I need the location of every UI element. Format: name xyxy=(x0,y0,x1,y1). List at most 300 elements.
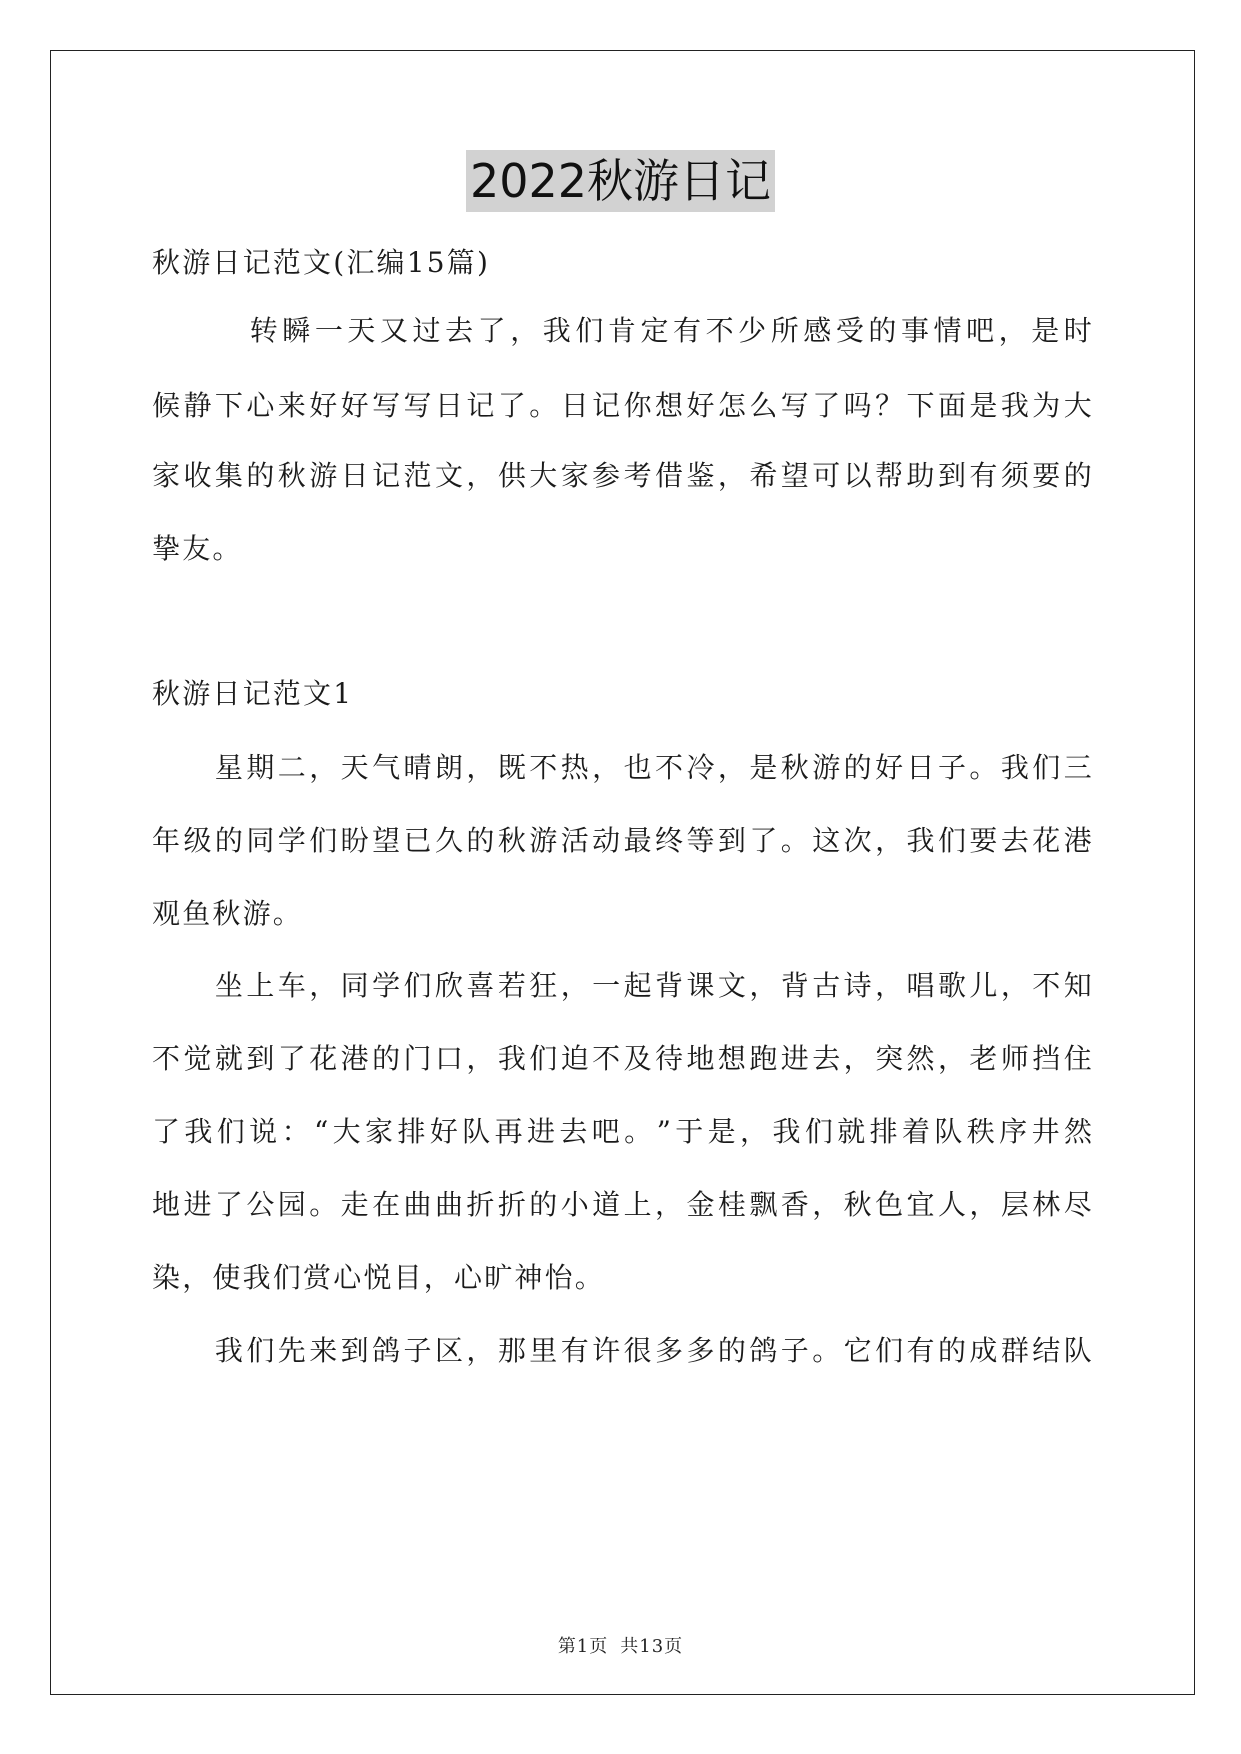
glyph: 进 xyxy=(183,1188,212,1221)
glyph: 桂 xyxy=(717,1188,746,1221)
glyph: 有 xyxy=(673,314,702,347)
glyph: 队 xyxy=(462,1115,491,1148)
glyph: 门 xyxy=(403,1042,432,1075)
glyph: 晴 xyxy=(403,751,432,784)
glyph: ， xyxy=(998,314,1027,347)
glyph: 折 xyxy=(466,1188,495,1221)
glyph: 次 xyxy=(843,824,872,857)
glyph: 。 xyxy=(812,1334,841,1367)
glyph: 港 xyxy=(340,1042,369,1075)
glyph: 我 xyxy=(906,824,935,857)
glyph: 秋 xyxy=(843,1188,872,1221)
glyph: 希 xyxy=(749,459,778,492)
glyph: 多 xyxy=(655,1334,684,1367)
glyph: 是 xyxy=(749,751,778,784)
glyph: 秋 xyxy=(780,751,809,784)
glyph: 到 xyxy=(937,459,966,492)
glyph: 来 xyxy=(277,389,306,422)
glyph: 日 xyxy=(560,389,589,422)
glyph xyxy=(183,750,211,786)
glyph: 的 xyxy=(466,824,495,857)
page-total: 共13页 xyxy=(620,1636,684,1657)
glyph: ， xyxy=(969,1188,998,1221)
glyph: 到 xyxy=(340,1334,369,1367)
glyph xyxy=(183,968,211,1004)
glyph: 集 xyxy=(214,459,243,492)
glyph: 时 xyxy=(1063,314,1092,347)
glyph: 着 xyxy=(902,1115,931,1148)
page-footer xyxy=(0,1632,1241,1658)
glyph: 星 xyxy=(214,751,243,784)
glyph: 我 xyxy=(214,1334,243,1367)
page-number: 第1页 xyxy=(557,1636,609,1657)
glyph: 到 xyxy=(246,1042,275,1075)
glyph: 静 xyxy=(183,389,212,422)
glyph: 在 xyxy=(372,1188,401,1221)
glyph: 们 xyxy=(529,1042,558,1075)
glyph: 了 xyxy=(477,314,506,347)
glyph: ， xyxy=(937,1042,966,1075)
glyph: ， xyxy=(749,969,778,1002)
glyph: 以 xyxy=(843,459,872,492)
glyph: 们 xyxy=(937,824,966,857)
glyph: 起 xyxy=(623,969,652,1002)
glyph: 下 xyxy=(906,389,935,422)
glyph: 井 xyxy=(1031,1115,1060,1148)
glyph: 么 xyxy=(749,389,778,422)
glyph: 。 xyxy=(969,751,998,784)
glyph: 不 xyxy=(655,751,684,784)
glyph: 色 xyxy=(875,1188,904,1221)
glyph: 吧 xyxy=(966,314,995,347)
glyph: 既 xyxy=(497,751,526,784)
glyph: 就 xyxy=(214,1042,243,1075)
paragraph-line-4 xyxy=(152,968,1092,1004)
glyph: 挡 xyxy=(1032,1042,1061,1075)
glyph: 受 xyxy=(835,314,864,347)
glyph: 的 xyxy=(372,1042,401,1075)
glyph: ， xyxy=(510,314,539,347)
glyph: 候 xyxy=(152,389,181,422)
glyph: 喜 xyxy=(466,969,495,1002)
glyph: ， xyxy=(309,751,338,784)
glyph xyxy=(183,1333,211,1369)
glyph: 日 xyxy=(906,751,935,784)
glyph: 也 xyxy=(623,751,652,784)
glyph: 要 xyxy=(1032,459,1061,492)
glyph: 队 xyxy=(1063,1334,1092,1367)
glyph: 好 xyxy=(686,389,715,422)
glyph: ， xyxy=(740,1115,769,1148)
intro-line-4: 挚友。 xyxy=(152,532,243,565)
glyph: ， xyxy=(875,969,904,1002)
paragraph-line-1 xyxy=(152,750,1092,786)
glyph: 地 xyxy=(152,1188,181,1221)
glyph: 老 xyxy=(969,1042,998,1075)
glyph: 群 xyxy=(1000,1334,1029,1367)
glyph: 面 xyxy=(937,389,966,422)
glyph: ， xyxy=(717,751,746,784)
glyph: 歌 xyxy=(937,969,966,1002)
glyph: 待 xyxy=(655,1042,684,1075)
glyph: 我 xyxy=(1000,389,1029,422)
glyph: 文 xyxy=(717,969,746,1002)
glyph: 了 xyxy=(497,389,526,422)
glyph: 是 xyxy=(707,1115,736,1148)
glyph: 们 xyxy=(309,824,338,857)
glyph: 须 xyxy=(1000,459,1029,492)
intro-line-3 xyxy=(152,458,1092,494)
glyph: 说 xyxy=(249,1115,278,1148)
glyph: 大 xyxy=(332,1115,361,1148)
glyph: 参 xyxy=(592,459,621,492)
glyph: 们 xyxy=(216,1115,245,1148)
glyph: 记 xyxy=(466,389,495,422)
glyph: 为 xyxy=(1032,389,1061,422)
glyph xyxy=(152,750,180,786)
glyph: ， xyxy=(843,1042,872,1075)
glyph: 的 xyxy=(529,1188,558,1221)
glyph: 的 xyxy=(717,1334,746,1367)
glyph: 热 xyxy=(560,751,589,784)
glyph: 尽 xyxy=(1063,1188,1092,1221)
glyph: 最 xyxy=(623,824,652,857)
glyph: 一 xyxy=(592,969,621,1002)
glyph: 们 xyxy=(875,1334,904,1367)
glyph: 的 xyxy=(214,824,243,857)
glyph: 有 xyxy=(906,1334,935,1367)
glyph: 。 xyxy=(309,1188,338,1221)
glyph: 们 xyxy=(1032,751,1061,784)
glyph: 你 xyxy=(623,389,652,422)
glyph: ， xyxy=(560,969,589,1002)
glyph: 是 xyxy=(1031,314,1060,347)
glyph: 小 xyxy=(560,1188,589,1221)
glyph: 天 xyxy=(340,751,369,784)
glyph: 秩 xyxy=(966,1115,995,1148)
glyph: 鸽 xyxy=(372,1334,401,1367)
glyph: 们 xyxy=(575,314,604,347)
glyph: ， xyxy=(466,751,495,784)
glyph: 车 xyxy=(277,969,306,1002)
glyph: 来 xyxy=(309,1334,338,1367)
glyph: 借 xyxy=(655,459,684,492)
glyph: 等 xyxy=(686,824,715,857)
glyph: 日 xyxy=(340,459,369,492)
glyph: 上 xyxy=(623,1188,652,1221)
glyph: 所 xyxy=(770,314,799,347)
glyph: 于 xyxy=(675,1115,704,1148)
glyph: 住 xyxy=(1063,1042,1092,1075)
glyph: 园 xyxy=(277,1188,306,1221)
glyph: 天 xyxy=(347,314,376,347)
glyph: 知 xyxy=(1063,969,1092,1002)
glyph: 吗 xyxy=(843,389,872,422)
glyph: 期 xyxy=(246,751,275,784)
glyph: 就 xyxy=(837,1115,866,1148)
glyph: 。 xyxy=(780,824,809,857)
glyph: 花 xyxy=(309,1042,338,1075)
glyph: 再 xyxy=(494,1115,523,1148)
glyph: ， xyxy=(655,1188,684,1221)
glyph: 金 xyxy=(686,1188,715,1221)
glyph: 鸽 xyxy=(749,1334,778,1367)
glyph: “ xyxy=(313,1115,329,1148)
glyph: 到 xyxy=(717,824,746,857)
glyph: 家 xyxy=(560,459,589,492)
glyph: 去 xyxy=(812,1042,841,1075)
glyph: 若 xyxy=(497,969,526,1002)
glyph: 。 xyxy=(529,389,558,422)
glyph: 坐 xyxy=(214,969,243,1002)
glyph: 不 xyxy=(592,1042,621,1075)
glyph: 飘 xyxy=(749,1188,778,1221)
glyph: 子 xyxy=(780,1334,809,1367)
title-container xyxy=(0,150,1241,212)
glyph: 欣 xyxy=(434,969,463,1002)
glyph: 级 xyxy=(183,824,212,857)
glyph: 上 xyxy=(246,969,275,1002)
glyph: 层 xyxy=(1000,1188,1029,1221)
glyph: ， xyxy=(812,1188,841,1221)
glyph: 转 xyxy=(249,314,278,347)
glyph: 我 xyxy=(184,1115,213,1148)
glyph: 感 xyxy=(803,314,832,347)
glyph: 进 xyxy=(780,1042,809,1075)
glyph: 排 xyxy=(869,1115,898,1148)
glyph: 好 xyxy=(875,751,904,784)
glyph: 要 xyxy=(969,824,998,857)
glyph: ， xyxy=(1000,969,1029,1002)
glyph: 迫 xyxy=(560,1042,589,1075)
paragraph-line-2 xyxy=(152,823,1092,859)
glyph: 狂 xyxy=(529,969,558,1002)
glyph: 不 xyxy=(529,751,558,784)
glyph xyxy=(217,313,245,349)
glyph: 望 xyxy=(372,824,401,857)
glyph: 的 xyxy=(937,1334,966,1367)
glyph: 可 xyxy=(812,459,841,492)
glyph: 们 xyxy=(804,1115,833,1148)
glyph: 动 xyxy=(592,824,621,857)
glyph: 地 xyxy=(686,1042,715,1075)
glyph: 了 xyxy=(749,824,778,857)
glyph: 的 xyxy=(868,314,897,347)
glyph: 鉴 xyxy=(686,459,715,492)
glyph: 诗 xyxy=(843,969,872,1002)
glyph: 已 xyxy=(403,824,432,857)
glyph: 多 xyxy=(686,1334,715,1367)
glyph: 背 xyxy=(780,969,809,1002)
glyph: 很 xyxy=(623,1334,652,1367)
glyph: 少 xyxy=(738,314,767,347)
glyph: ， xyxy=(717,459,746,492)
glyph: 助 xyxy=(906,459,935,492)
glyph: 结 xyxy=(1032,1334,1061,1367)
intro-line-1 xyxy=(152,313,1092,349)
glyph: 瞬 xyxy=(282,314,311,347)
glyph: 范 xyxy=(403,459,432,492)
glyph: 二 xyxy=(277,751,306,784)
glyph: ， xyxy=(875,824,904,857)
glyph: 事 xyxy=(900,314,929,347)
glyph: 家 xyxy=(365,1115,394,1148)
glyph: 觉 xyxy=(183,1042,212,1075)
glyph: 帮 xyxy=(875,459,904,492)
glyph: ” xyxy=(656,1115,671,1148)
glyph: 了 xyxy=(152,1115,181,1148)
glyph: 背 xyxy=(655,969,684,1002)
glyph: 游 xyxy=(812,751,841,784)
glyph: 年 xyxy=(152,824,181,857)
glyph: 怎 xyxy=(717,389,746,422)
glyph: 公 xyxy=(246,1188,275,1221)
glyph: 里 xyxy=(529,1334,558,1367)
glyph xyxy=(185,313,213,349)
glyph: 活 xyxy=(560,824,589,857)
glyph: 记 xyxy=(372,459,401,492)
page-border xyxy=(50,50,1195,1695)
glyph: 同 xyxy=(340,969,369,1002)
glyph: 序 xyxy=(999,1115,1028,1148)
glyph: 折 xyxy=(497,1188,526,1221)
glyph: 跑 xyxy=(749,1042,778,1075)
glyph: 及 xyxy=(623,1042,652,1075)
glyph: 日 xyxy=(434,389,463,422)
glyph: 道 xyxy=(592,1188,621,1221)
glyph: 写 xyxy=(372,389,401,422)
glyph: 古 xyxy=(812,969,841,1002)
glyph: 成 xyxy=(969,1334,998,1367)
glyph: 心 xyxy=(246,389,275,422)
glyph: 好 xyxy=(309,389,338,422)
glyph: 去 xyxy=(1000,824,1029,857)
glyph: 过 xyxy=(412,314,441,347)
document-title: 2022秋游日记 xyxy=(466,150,775,212)
glyph: 好 xyxy=(340,389,369,422)
glyph: 了 xyxy=(812,389,841,422)
glyph: 师 xyxy=(1000,1042,1029,1075)
glyph: 子 xyxy=(403,1334,432,1367)
glyph: 吧 xyxy=(591,1115,620,1148)
glyph: 收 xyxy=(183,459,212,492)
intro-line-2 xyxy=(152,388,1092,424)
glyph: ， xyxy=(466,1042,495,1075)
paragraph-line-6 xyxy=(152,1114,1092,1150)
glyph: 大 xyxy=(1063,389,1092,422)
glyph: 的 xyxy=(246,459,275,492)
glyph: ？ xyxy=(875,389,904,422)
section-heading: 秋游日记范文1 xyxy=(152,677,354,710)
paragraph-line-8: 染，使我们赏心悦目，心旷神怡。 xyxy=(152,1261,606,1294)
paragraph-line-9 xyxy=(152,1333,1092,1369)
glyph: 子 xyxy=(937,751,966,784)
glyph: ， xyxy=(592,751,621,784)
glyph: 想 xyxy=(655,389,684,422)
glyph: 了 xyxy=(214,1188,243,1221)
glyph: 不 xyxy=(705,314,734,347)
glyph: ， xyxy=(309,969,338,1002)
glyph: ： xyxy=(281,1115,310,1148)
glyph: 区 xyxy=(434,1334,463,1367)
glyph: 进 xyxy=(527,1115,556,1148)
glyph: 文 xyxy=(434,459,463,492)
glyph xyxy=(152,1333,180,1369)
glyph: 队 xyxy=(934,1115,963,1148)
glyph: 走 xyxy=(340,1188,369,1221)
glyph: 的 xyxy=(843,751,872,784)
glyph: 写 xyxy=(780,389,809,422)
glyph: 同 xyxy=(246,824,275,857)
glyph: 课 xyxy=(686,969,715,1002)
glyph: 游 xyxy=(529,824,558,857)
paragraph-line-5 xyxy=(152,1041,1092,1077)
glyph: ， xyxy=(466,1334,495,1367)
glyph: 有 xyxy=(560,1334,589,1367)
glyph: 们 xyxy=(403,969,432,1002)
glyph: 这 xyxy=(812,824,841,857)
glyph: 记 xyxy=(592,389,621,422)
glyph: 我 xyxy=(497,1042,526,1075)
glyph: 香 xyxy=(780,1188,809,1221)
glyph: 家 xyxy=(152,459,181,492)
glyph: 情 xyxy=(933,314,962,347)
glyph: 然 xyxy=(906,1042,935,1075)
glyph: 先 xyxy=(277,1334,306,1367)
glyph: 望 xyxy=(780,459,809,492)
glyph: 。 xyxy=(624,1115,653,1148)
glyph: 学 xyxy=(372,969,401,1002)
glyph: 排 xyxy=(397,1115,426,1148)
glyph: 了 xyxy=(277,1042,306,1075)
glyph: 供 xyxy=(497,459,526,492)
glyph: 久 xyxy=(434,824,463,857)
glyph: 不 xyxy=(1032,969,1061,1002)
glyph: 学 xyxy=(277,824,306,857)
glyph: 又 xyxy=(379,314,408,347)
glyph: 然 xyxy=(1063,1115,1092,1148)
glyph: 下 xyxy=(214,389,243,422)
glyph: 去 xyxy=(559,1115,588,1148)
glyph: 林 xyxy=(1032,1188,1061,1221)
glyph: 它 xyxy=(843,1334,872,1367)
paragraph-line-3: 观鱼秋游。 xyxy=(152,897,304,930)
glyph: 花 xyxy=(1032,824,1061,857)
glyph: 那 xyxy=(497,1334,526,1367)
glyph: 的 xyxy=(1063,459,1092,492)
glyph: 唱 xyxy=(906,969,935,1002)
glyph: 终 xyxy=(655,824,684,857)
glyph: 秋 xyxy=(497,824,526,857)
glyph: 三 xyxy=(1063,751,1092,784)
glyph: 我 xyxy=(772,1115,801,1148)
paragraph-line-7 xyxy=(152,1187,1092,1223)
glyph: 大 xyxy=(529,459,558,492)
glyph: 一 xyxy=(314,314,343,347)
glyph: 定 xyxy=(640,314,669,347)
glyph: 考 xyxy=(623,459,652,492)
document-subtitle: 秋游日记范文(汇编15篇) xyxy=(152,246,491,279)
glyph xyxy=(152,968,180,1004)
glyph: 有 xyxy=(969,459,998,492)
glyph: 秋 xyxy=(277,459,306,492)
glyph: 港 xyxy=(1063,824,1092,857)
glyph: 写 xyxy=(403,389,432,422)
glyph: 游 xyxy=(309,459,338,492)
glyph: 想 xyxy=(717,1042,746,1075)
glyph xyxy=(152,313,180,349)
glyph: 许 xyxy=(592,1334,621,1367)
